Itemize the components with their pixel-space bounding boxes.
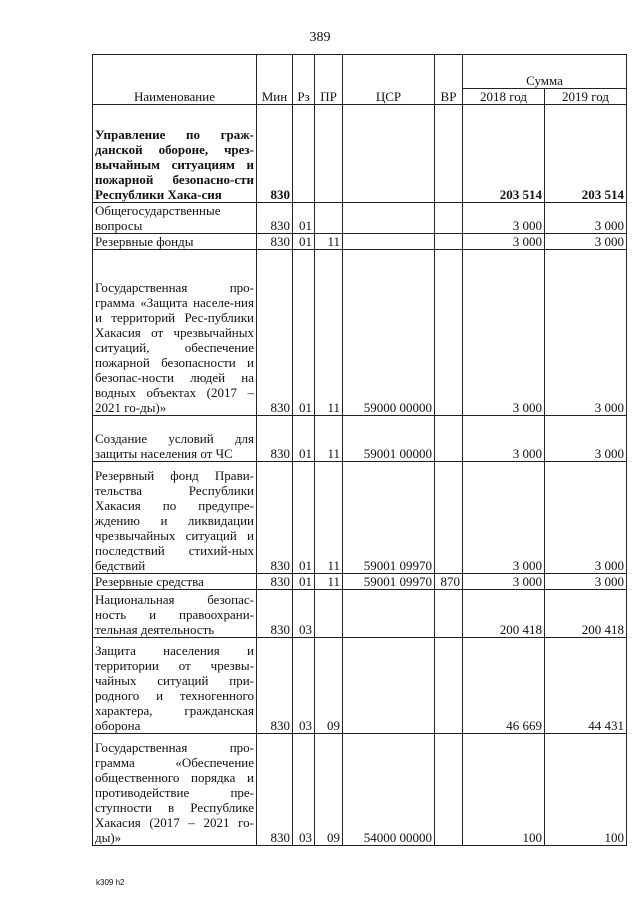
cell-name: Резервные средства <box>93 574 257 590</box>
page-number: 389 <box>309 30 331 45</box>
cell-csr: 59001 09970 <box>343 462 435 574</box>
table-row <box>93 203 627 234</box>
cell-name: Защита населения и территории от чрезвы-чайных ситуаций при-родного и техногенного характера, гражданская оборона <box>93 638 257 734</box>
header-csr: ЦСР <box>343 55 435 105</box>
cell-rz: 03 <box>293 590 315 638</box>
cell-min: 830 <box>257 590 293 638</box>
cell-pr: 11 <box>315 462 343 574</box>
cell-pr <box>315 590 343 638</box>
cell-min: 830 <box>257 250 293 416</box>
cell-y2018: 203 514 <box>463 105 545 203</box>
cell-y2019: 44 431 <box>545 638 627 734</box>
cell-rz: 03 <box>293 638 315 734</box>
cell-name: Резервные фонды <box>93 234 257 250</box>
cell-y2019: 203 514 <box>545 105 627 203</box>
cell-rz: 01 <box>293 234 315 250</box>
cell-rz <box>293 105 315 203</box>
cell-y2019: 3 000 <box>545 250 627 416</box>
cell-vr <box>435 416 463 462</box>
cell-name: Государственная про-грамма «Защита населе-ния и территорий Рес-публики Хакасия от чрезвычайных ситуаций, обеспечение пожарной безопасности и безопас-ности людей на водных объектах (2017 – 2021 го-ды)» <box>93 250 257 416</box>
header-vr: ВР <box>435 55 463 105</box>
cell-y2019: 3 000 <box>545 416 627 462</box>
cell-vr: 870 <box>435 574 463 590</box>
cell-csr: 54000 00000 <box>343 734 435 846</box>
cell-min: 830 <box>257 105 293 203</box>
cell-pr: 11 <box>315 416 343 462</box>
cell-csr <box>343 105 435 203</box>
cell-min: 830 <box>257 574 293 590</box>
cell-min: 830 <box>257 416 293 462</box>
cell-rz: 01 <box>293 416 315 462</box>
cell-vr <box>435 234 463 250</box>
cell-name: Государственная про-грамма «Обеспечение общественного порядка и противодействие пре-ступности в Республике Хакасия (2017 – 2021 го-ды)» <box>93 734 257 846</box>
table-row <box>93 734 627 846</box>
cell-y2018: 3 000 <box>463 234 545 250</box>
cell-vr <box>435 462 463 574</box>
cell-rz: 03 <box>293 734 315 846</box>
footer-code: k309 h2 <box>96 878 125 887</box>
header-pr: ПР <box>315 55 343 105</box>
cell-pr <box>315 203 343 234</box>
cell-vr <box>435 734 463 846</box>
cell-y2018: 200 418 <box>463 590 545 638</box>
cell-pr: 11 <box>315 234 343 250</box>
cell-pr: 11 <box>315 574 343 590</box>
cell-y2019: 3 000 <box>545 462 627 574</box>
cell-pr: 09 <box>315 734 343 846</box>
cell-csr: 59001 00000 <box>343 416 435 462</box>
cell-min: 830 <box>257 638 293 734</box>
cell-min: 830 <box>257 734 293 846</box>
cell-csr: 59001 09970 <box>343 574 435 590</box>
cell-y2019: 100 <box>545 734 627 846</box>
cell-vr <box>435 250 463 416</box>
cell-vr <box>435 638 463 734</box>
header-min: Мин <box>257 55 293 105</box>
cell-rz: 01 <box>293 203 315 234</box>
cell-vr <box>435 203 463 234</box>
cell-vr <box>435 590 463 638</box>
cell-min: 830 <box>257 234 293 250</box>
budget-table <box>92 54 627 846</box>
cell-name: Национальная безопас-ность и правоохрани-тельная деятельность <box>93 590 257 638</box>
cell-csr <box>343 590 435 638</box>
table-row <box>93 590 627 638</box>
cell-rz: 01 <box>293 462 315 574</box>
cell-vr <box>435 105 463 203</box>
header-name: Наименование <box>93 55 257 105</box>
cell-y2018: 3 000 <box>463 462 545 574</box>
cell-y2018: 3 000 <box>463 574 545 590</box>
header-2018: 2018 год <box>463 89 545 105</box>
cell-csr: 59000 00000 <box>343 250 435 416</box>
cell-y2018: 100 <box>463 734 545 846</box>
cell-y2018: 3 000 <box>463 203 545 234</box>
header-sum: Сумма <box>463 55 627 89</box>
cell-csr <box>343 638 435 734</box>
cell-rz: 01 <box>293 250 315 416</box>
cell-y2019: 200 418 <box>545 590 627 638</box>
cell-pr <box>315 105 343 203</box>
table-row <box>93 234 627 250</box>
cell-min: 830 <box>257 203 293 234</box>
cell-name: Общегосударственные вопросы <box>93 203 257 234</box>
table-row <box>93 574 627 590</box>
cell-name: Резервный фонд Прави-тельства Республики Хакасия по предупре-ждению и ликвидации чрезвычайных ситуаций и последствий стихий-ных бедствий <box>93 462 257 574</box>
cell-y2018: 3 000 <box>463 416 545 462</box>
cell-rz: 01 <box>293 574 315 590</box>
table-row <box>93 638 627 734</box>
table-row <box>93 462 627 574</box>
cell-y2018: 46 669 <box>463 638 545 734</box>
cell-y2019: 3 000 <box>545 234 627 250</box>
cell-csr <box>343 234 435 250</box>
table-row <box>93 250 627 416</box>
cell-name: Создание условий для защиты населения от ЧС <box>93 416 257 462</box>
header-2019: 2019 год <box>545 89 627 105</box>
cell-y2018: 3 000 <box>463 250 545 416</box>
cell-y2019: 3 000 <box>545 574 627 590</box>
table-row <box>93 416 627 462</box>
table-row <box>93 105 627 203</box>
cell-min: 830 <box>257 462 293 574</box>
header-rz: Рз <box>293 55 315 105</box>
cell-csr <box>343 203 435 234</box>
cell-pr: 09 <box>315 638 343 734</box>
cell-y2019: 3 000 <box>545 203 627 234</box>
cell-name: Управление по граж-данской обороне, чрез-вычайным ситуациям и пожарной безопасно-сти Республики Хака-сия <box>93 105 257 203</box>
cell-pr: 11 <box>315 250 343 416</box>
